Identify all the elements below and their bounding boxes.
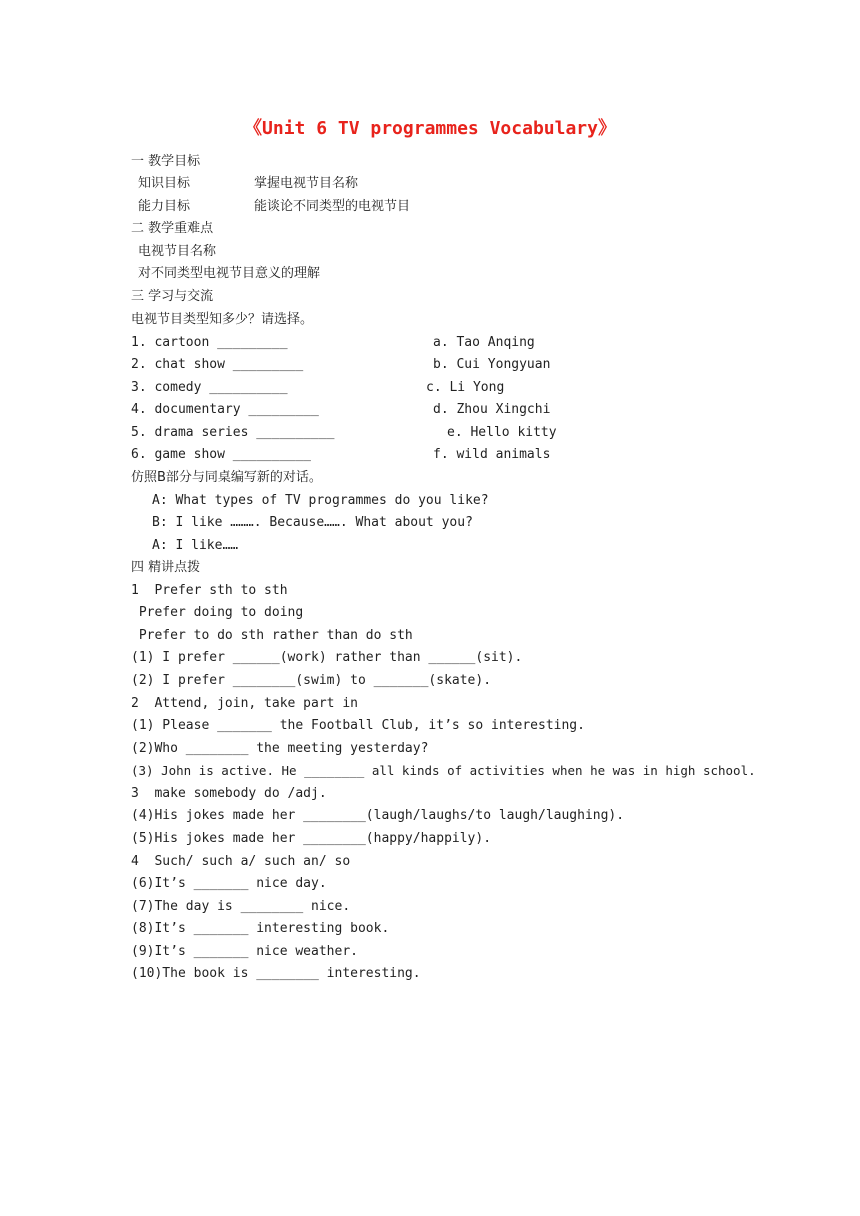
knowledge-objective-label: 知识目标 xyxy=(138,176,191,191)
grammar-point: Prefer doing to doing xyxy=(131,605,304,620)
matching-item: 2. chat show _________ xyxy=(131,357,304,372)
matching-option: d. Zhou Xingchi xyxy=(433,402,551,417)
matching-item: 3. comedy __________ xyxy=(131,380,288,395)
exercise-line: (9)It’s _______ nice weather. xyxy=(131,944,358,959)
exercise-line: (1) Please _______ the Football Club, it’s so interesting. xyxy=(131,718,585,733)
exercise-line: (4)His jokes made her ________(laugh/laughs/to laugh/laughing). xyxy=(131,808,625,823)
grammar-point: Prefer to do sth rather than do sth xyxy=(131,628,413,643)
dialog-prompt: 仿照B部分与同桌编写新的对话。 xyxy=(131,470,322,485)
exercise-line: (10)The book is ________ interesting. xyxy=(131,966,421,981)
section-heading-learning: 三 学习与交流 xyxy=(131,289,214,304)
knowledge-objective-text: 掌握电视节目名称 xyxy=(254,176,359,191)
exercise-line: (1) I prefer ______(work) rather than ______(sit). xyxy=(131,650,523,665)
grammar-point: 1 Prefer sth to sth xyxy=(131,583,288,598)
matching-option: b. Cui Yongyuan xyxy=(433,357,551,372)
dialog-line: A: What types of TV programmes do you like? xyxy=(152,493,489,508)
matching-option: f. wild animals xyxy=(433,447,551,462)
document-title: 《Unit 6 TV programmes Vocabulary》 xyxy=(244,118,616,139)
exercise-line: (3) John is active. He ________ all kinds of activities when he was in high school. xyxy=(131,763,756,778)
matching-item: 5. drama series __________ xyxy=(131,425,335,440)
section-heading-objectives: 一 教学目标 xyxy=(131,154,201,169)
matching-option: c. Li Yong xyxy=(426,380,505,395)
key-point: 对不同类型电视节目意义的理解 xyxy=(138,266,321,281)
exercise-line: (6)It’s _______ nice day. xyxy=(131,876,327,891)
key-point: 电视节目名称 xyxy=(138,244,217,259)
dialog-line: A: I like…… xyxy=(152,538,239,553)
grammar-point: 4 Such/ such a/ such an/ so xyxy=(131,854,351,869)
exercise-line: (8)It’s _______ interesting book. xyxy=(131,921,390,936)
matching-prompt: 电视节目类型知多少？请选择。 xyxy=(131,312,314,327)
grammar-point: 2 Attend, join, take part in xyxy=(131,696,358,711)
matching-item: 6. game show __________ xyxy=(131,447,312,462)
exercise-line: (7)The day is ________ nice. xyxy=(131,899,351,914)
dialog-line: B: I like ………. Because……. What about you? xyxy=(152,515,473,530)
section-heading-key-points: 二 教学重难点 xyxy=(131,221,214,236)
matching-item: 4. documentary _________ xyxy=(131,402,319,417)
exercise-line: (2) I prefer ________(swim) to _______(skate). xyxy=(131,673,492,688)
section-heading-key-explanation: 四 精讲点拨 xyxy=(131,560,201,575)
matching-item: 1. cartoon _________ xyxy=(131,335,288,350)
matching-option: a. Tao Anqing xyxy=(433,335,535,350)
exercise-line: (2)Who ________ the meeting yesterday? xyxy=(131,741,429,756)
matching-option: e. Hello kitty xyxy=(447,425,557,440)
exercise-line: (5)His jokes made her ________(happy/happily). xyxy=(131,831,492,846)
ability-objective-text: 能谈论不同类型的电视节目 xyxy=(254,199,411,214)
grammar-point: 3 make somebody do /adj. xyxy=(131,786,327,801)
ability-objective-label: 能力目标 xyxy=(138,199,191,214)
